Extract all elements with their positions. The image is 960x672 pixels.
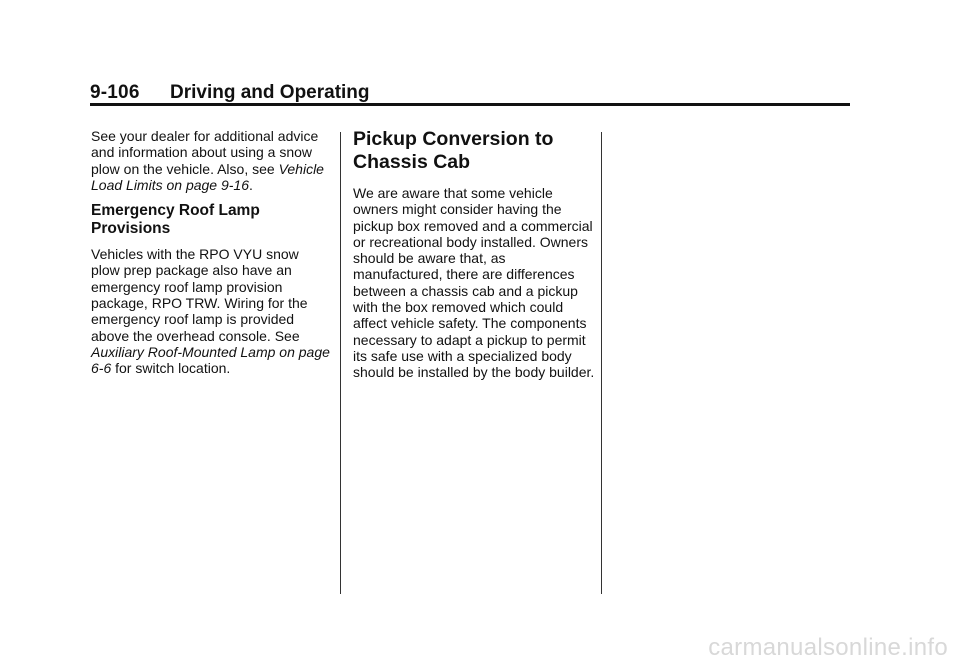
pickup-conversion-paragraph: We are aware that some vehicle owners might consider having the pickup box removed and a commercial or recreational body installed. Owners should be aware that, as manufactured, there are differences between a chassis cab and a pickup with the box removed which could affect vehicle safety. The components necessary to adapt a pickup to permit its safe use with a specialized body should be installed by the body builder. [353,185,595,381]
emergency-roof-lamp-heading: Emergency Roof Lamp Provisions [91,202,260,238]
column-divider-left [340,132,341,594]
intro-text-end: . [249,176,253,193]
section-title: Driving and Operating [170,82,370,103]
intro-text: See your dealer for additional advice and information about using a snow plow on the vehicle. Also, see [91,128,319,177]
middle-column [353,128,595,381]
auxiliary-roof-lamp-link[interactable]: Auxiliary Roof-Mounted Lamp on page 6-6 [91,343,330,377]
intro-paragraph [91,128,331,193]
emergency-roof-lamp-text-end: for switch location. [115,360,231,377]
vehicle-load-limits-link[interactable]: Vehicle Load Limits on page 9-16 [91,160,324,193]
left-column [91,128,331,377]
emergency-roof-lamp-paragraph [91,246,331,376]
page-number: 9-106 [90,82,140,103]
pickup-conversion-heading: Pickup Conversion to Chassis Cab [353,128,554,173]
emergency-roof-lamp-text: Vehicles with the RPO VYU snow plow prep package also have an emergency roof lamp provision package, RPO TRW. Wiring for the emergency roof lamp is provided above the overhead console. See [91,246,308,344]
header-divider [90,103,850,106]
watermark: carmanualsonline.info [708,634,948,661]
column-divider-right [601,132,602,594]
